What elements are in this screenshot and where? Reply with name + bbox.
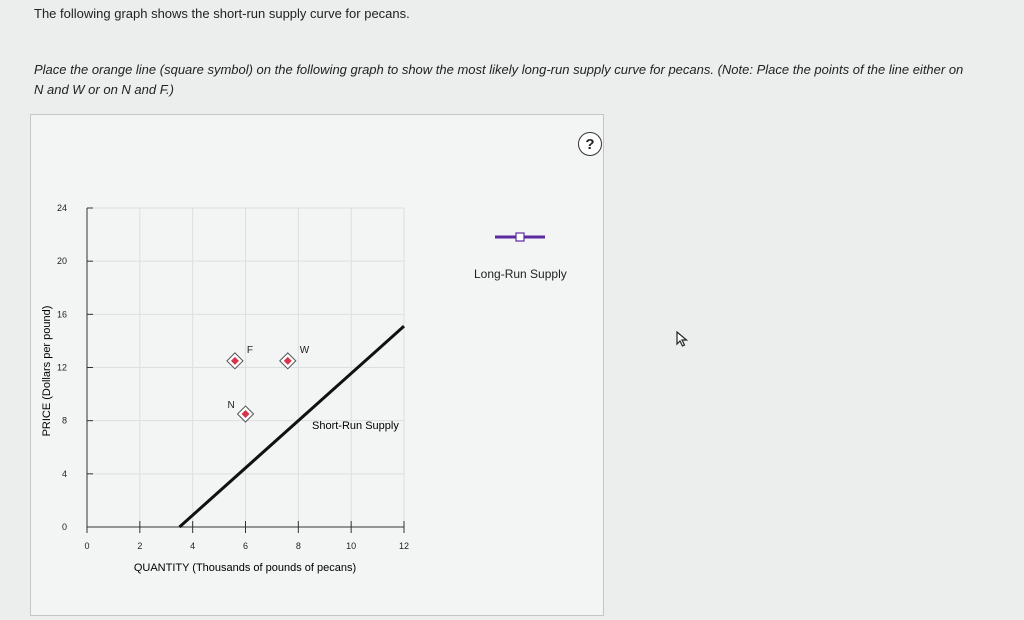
y-tick-label: 0 <box>61 522 67 532</box>
help-button[interactable]: ? <box>578 132 602 156</box>
x-tick-label: 4 <box>190 541 196 551</box>
long-run-supply-label: Long-Run Supply <box>474 267 567 281</box>
x-tick-label: 10 <box>346 541 357 551</box>
short-run-supply-label: Short-Run Supply <box>312 420 399 432</box>
chart-ticks <box>57 203 409 551</box>
y-axis-label: PRICE (Dollars per pound) <box>41 305 53 437</box>
x-tick-label: 6 <box>242 541 249 551</box>
x-tick-label: 2 <box>137 541 143 551</box>
mouse-cursor-icon <box>676 331 688 347</box>
point-F <box>227 345 253 369</box>
point-N <box>228 400 254 422</box>
y-tick-label: 24 <box>56 203 67 213</box>
long-run-supply-tool[interactable] <box>490 228 550 246</box>
tool-square-symbol <box>516 233 524 241</box>
x-axis-label: QUANTITY (Thousands of pounds of pecans) <box>133 562 357 574</box>
question-text-line1: The following graph shows the short-run supply curve for pecans. <box>34 6 410 21</box>
y-tick-label: 16 <box>56 309 67 320</box>
x-tick-label: 8 <box>295 541 301 551</box>
point-label: N <box>227 400 235 412</box>
question-instructions: Place the orange line (square symbol) on the following graph to show the most likely long-run supply curve for pecans. (Note: Place the points of the line either on N and W or on N and F.) <box>34 62 964 97</box>
y-tick-label: 20 <box>56 256 67 267</box>
y-tick-label: 8 <box>61 415 67 426</box>
point-label: F <box>246 344 254 356</box>
x-tick-label: 12 <box>398 541 410 551</box>
x-tick-label: 0 <box>84 541 90 551</box>
point-label: W <box>299 344 310 356</box>
y-tick-label: 4 <box>61 468 67 479</box>
chart-points <box>227 345 310 422</box>
y-tick-label: 12 <box>56 362 67 373</box>
point-W <box>280 345 310 369</box>
